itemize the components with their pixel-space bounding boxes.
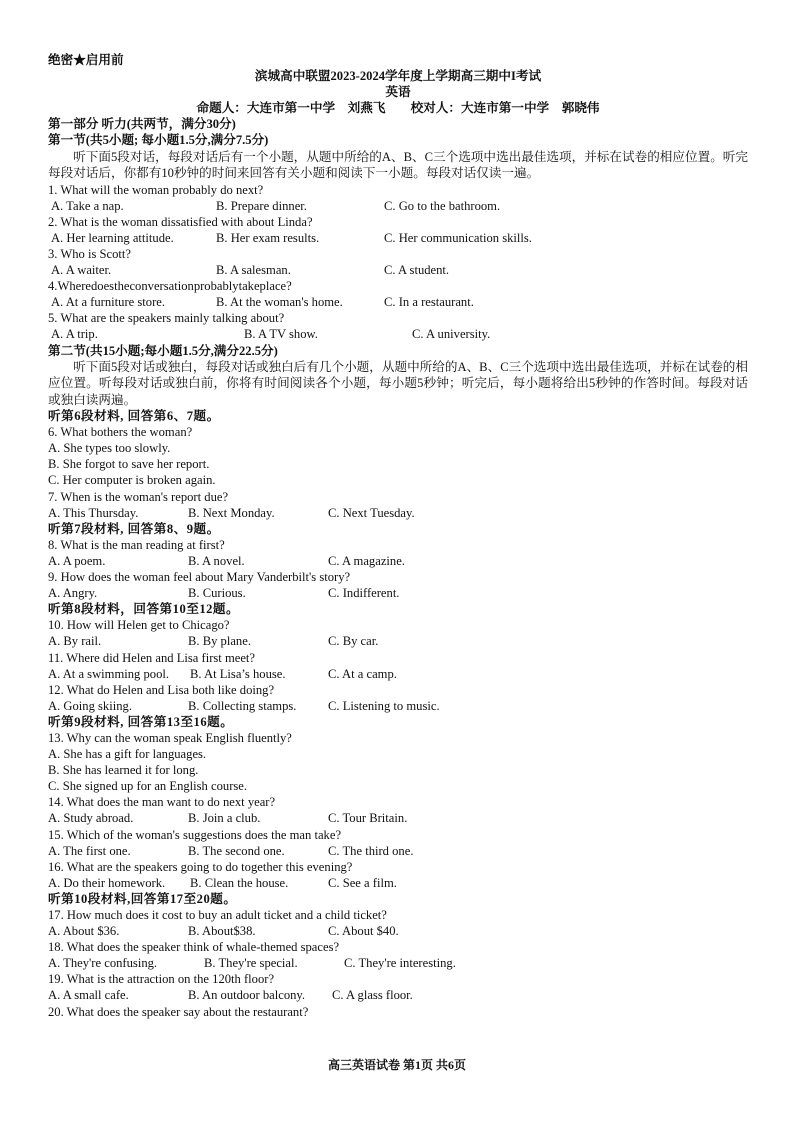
option-b: B. A salesman.: [216, 263, 291, 278]
option-c: C. Tour Britain.: [328, 811, 408, 826]
option-a: A. By rail.: [48, 634, 102, 649]
option-a: A. Study abroad.: [48, 811, 134, 826]
options-11: [48, 666, 748, 682]
question-11: 11. Where did Helen and Lisa first meet?: [48, 650, 256, 665]
option-b: B. Join a club.: [188, 811, 261, 826]
options-17: [48, 923, 748, 939]
option-c: C. A university.: [412, 327, 491, 342]
option-b: B. Curious.: [188, 586, 246, 601]
option-6a: A. She types too slowly.: [48, 441, 171, 456]
question-13: 13. Why can the woman speak English fluently?: [48, 730, 292, 745]
exam-page: [48, 52, 748, 1020]
options-12: [48, 698, 748, 714]
option-a: A. Going skiing.: [48, 698, 132, 713]
authors-line: 命题人：大连市第一中学 刘燕飞 校对人：大连市第一中学 郭晓伟: [196, 101, 600, 116]
question-2: 2. What is the woman dissatisfied with about Linda?: [48, 214, 313, 229]
option-a: A. About $36.: [48, 924, 120, 939]
option-c: C. By car.: [328, 634, 379, 649]
page-footer: 高三英语试卷 第1页 共6页: [327, 1058, 466, 1072]
section1-instructions: 听下面5段对话，每段对话后有一个小题，从题中所给的A、B、C三个选项中选出最佳选项，并标在试卷的相应位置。听完每段对话后，你都有10秒钟的时间来回答有关小题和阅读下一小题。每段对话仅读一遍。: [48, 149, 748, 181]
question-14: 14. What does the man want to do next year?: [48, 795, 276, 810]
option-b: B. The second one.: [188, 843, 285, 858]
options-15: [48, 843, 748, 859]
option-c: C. A glass floor.: [332, 988, 413, 1003]
options-10: [48, 633, 748, 649]
option-a: A. They're confusing.: [48, 956, 158, 971]
question-1: 1. What will the woman probably do next?: [48, 182, 264, 197]
option-b: B. By plane.: [188, 634, 251, 649]
option-c: C. They're interesting.: [344, 956, 456, 971]
option-c: C. In a restaurant.: [384, 295, 474, 310]
option-a: A. A poem.: [48, 553, 106, 568]
material-8-heading: 听第8段材料，回答第10至12题。: [48, 602, 240, 617]
option-6b: B. She forgot to save her report.: [48, 457, 210, 472]
option-b: B. They're special.: [204, 956, 298, 971]
question-5: 5. What are the speakers mainly talking about?: [48, 311, 285, 326]
option-a: A. A waiter.: [51, 263, 112, 278]
option-b: B. An outdoor balcony.: [188, 988, 306, 1003]
option-c: C. About $40.: [328, 924, 399, 939]
question-15: 15. Which of the woman's suggestions does the man take?: [48, 827, 342, 842]
option-a: A. At a furniture store.: [51, 295, 166, 310]
option-a: A. The first one.: [48, 843, 131, 858]
question-10: 10. How will Helen get to Chicago?: [48, 618, 230, 633]
section1-title: 第一节(共5小题; 每小题1.5分,满分7.5分): [48, 133, 269, 148]
options-16: [48, 875, 748, 891]
option-b: B. Her exam results.: [216, 230, 320, 245]
option-6c: C. Her computer is broken again.: [48, 473, 216, 488]
question-3: 3. Who is Scott?: [48, 246, 132, 261]
option-c: C. A student.: [384, 263, 450, 278]
options-8: [48, 553, 748, 569]
option-b: B. At the woman's home.: [216, 295, 343, 310]
options-1: [48, 198, 748, 214]
section2-instructions: 听下面5段对话或独白，每段对话或独白后有几个小题，从题中所给的A、B、C三个选项中选出最佳选项，并标在试卷的相应位置。听每段对话或独白前，你将有时间阅读各个小题，每小题5秒钟；听完后，每小题将给出5秒钟的作答时间。每段对话或独白读两遍。: [48, 359, 748, 407]
options-2: [48, 230, 748, 246]
options-19: [48, 987, 748, 1003]
section2-title: 第二节(共15小题;每小题1.5分,满分22.5分): [48, 343, 278, 358]
option-b: B. At Lisa’s house.: [190, 666, 286, 681]
option-b: B. A TV show.: [244, 327, 318, 342]
question-17: 17. How much does it cost to buy an adult ticket and a child ticket?: [48, 908, 387, 922]
option-b: B. About$38.: [188, 924, 256, 939]
question-16: 16. What are the speakers going to do together this evening?: [48, 859, 353, 874]
option-b: B. Next Monday.: [188, 505, 275, 520]
material-7-heading: 听第7段材料, 回答第8、9题。: [48, 521, 220, 536]
material-6-heading: 听第6段材料, 回答第6、7题。: [48, 409, 220, 424]
option-c: C. Indifferent.: [328, 586, 400, 601]
option-c: C. Her communication skills.: [384, 230, 532, 245]
option-a: A. Her learning attitude.: [51, 230, 174, 245]
question-7: 7. When is the woman's report due?: [48, 489, 229, 504]
question-19: 19. What is the attraction on the 120th floor?: [48, 972, 275, 987]
option-b: B. A novel.: [188, 553, 245, 568]
question-8: 8. What is the man reading at first?: [48, 537, 225, 552]
option-c: C. Next Tuesday.: [328, 505, 415, 520]
option-a: A. Take a nap.: [51, 198, 124, 213]
option-a: A. A small cafe.: [48, 988, 129, 1003]
options-9: [48, 585, 748, 601]
option-a: A. At a swimming pool.: [48, 666, 170, 681]
option-b: B. Clean the house.: [190, 875, 289, 890]
options-14: [48, 810, 748, 826]
question-4: 4.Wheredoestheconversationprobablytakeplace?: [48, 279, 292, 294]
option-c: C. At a camp.: [328, 666, 397, 681]
question-6: 6. What bothers the woman?: [48, 425, 193, 440]
option-a: A. Angry.: [48, 586, 98, 601]
part1-title: 第一部分 听力(共两节，满分30分): [48, 117, 236, 132]
material-10-heading: 听第10段材料,回答第17至20题。: [48, 891, 237, 906]
option-13a: A. She has a gift for languages.: [48, 747, 207, 762]
secret-label: 绝密★启用前: [48, 53, 124, 67]
options-7: [48, 505, 748, 521]
option-b: B. Collecting stamps.: [188, 698, 297, 713]
options-18: [48, 955, 748, 971]
options-5: [48, 326, 748, 342]
option-13b: B. She has learned it for long.: [48, 763, 199, 778]
question-20: 20. What does the speaker say about the restaurant?: [48, 1004, 309, 1019]
options-3: [48, 262, 748, 278]
option-c: C. Listening to music.: [328, 698, 440, 713]
option-c: C. Go to the bathroom.: [384, 198, 501, 213]
subject-title: 英语: [385, 85, 411, 100]
material-9-heading: 听第9段材料, 回答第13至16题。: [48, 714, 234, 729]
option-c: C. A magazine.: [328, 553, 405, 568]
option-c: C. See a film.: [328, 875, 397, 890]
question-18: 18. What does the speaker think of whale-themed spaces?: [48, 940, 340, 955]
option-b: B. Prepare dinner.: [216, 198, 307, 213]
option-13c: C. She signed up for an English course.: [48, 779, 248, 794]
option-a: A. A trip.: [51, 327, 98, 342]
option-a: A. Do their homework.: [48, 875, 166, 890]
options-4: [48, 294, 748, 310]
question-12: 12. What do Helen and Lisa both like doing?: [48, 682, 275, 697]
question-9: 9. How does the woman feel about Mary Vanderbilt's story?: [48, 570, 351, 585]
exam-title: 滨城高中联盟2023-2024学年度上学期高三期中I考试: [254, 69, 542, 84]
option-c: C. The third one.: [328, 843, 414, 858]
option-a: A. This Thursday.: [48, 505, 139, 520]
